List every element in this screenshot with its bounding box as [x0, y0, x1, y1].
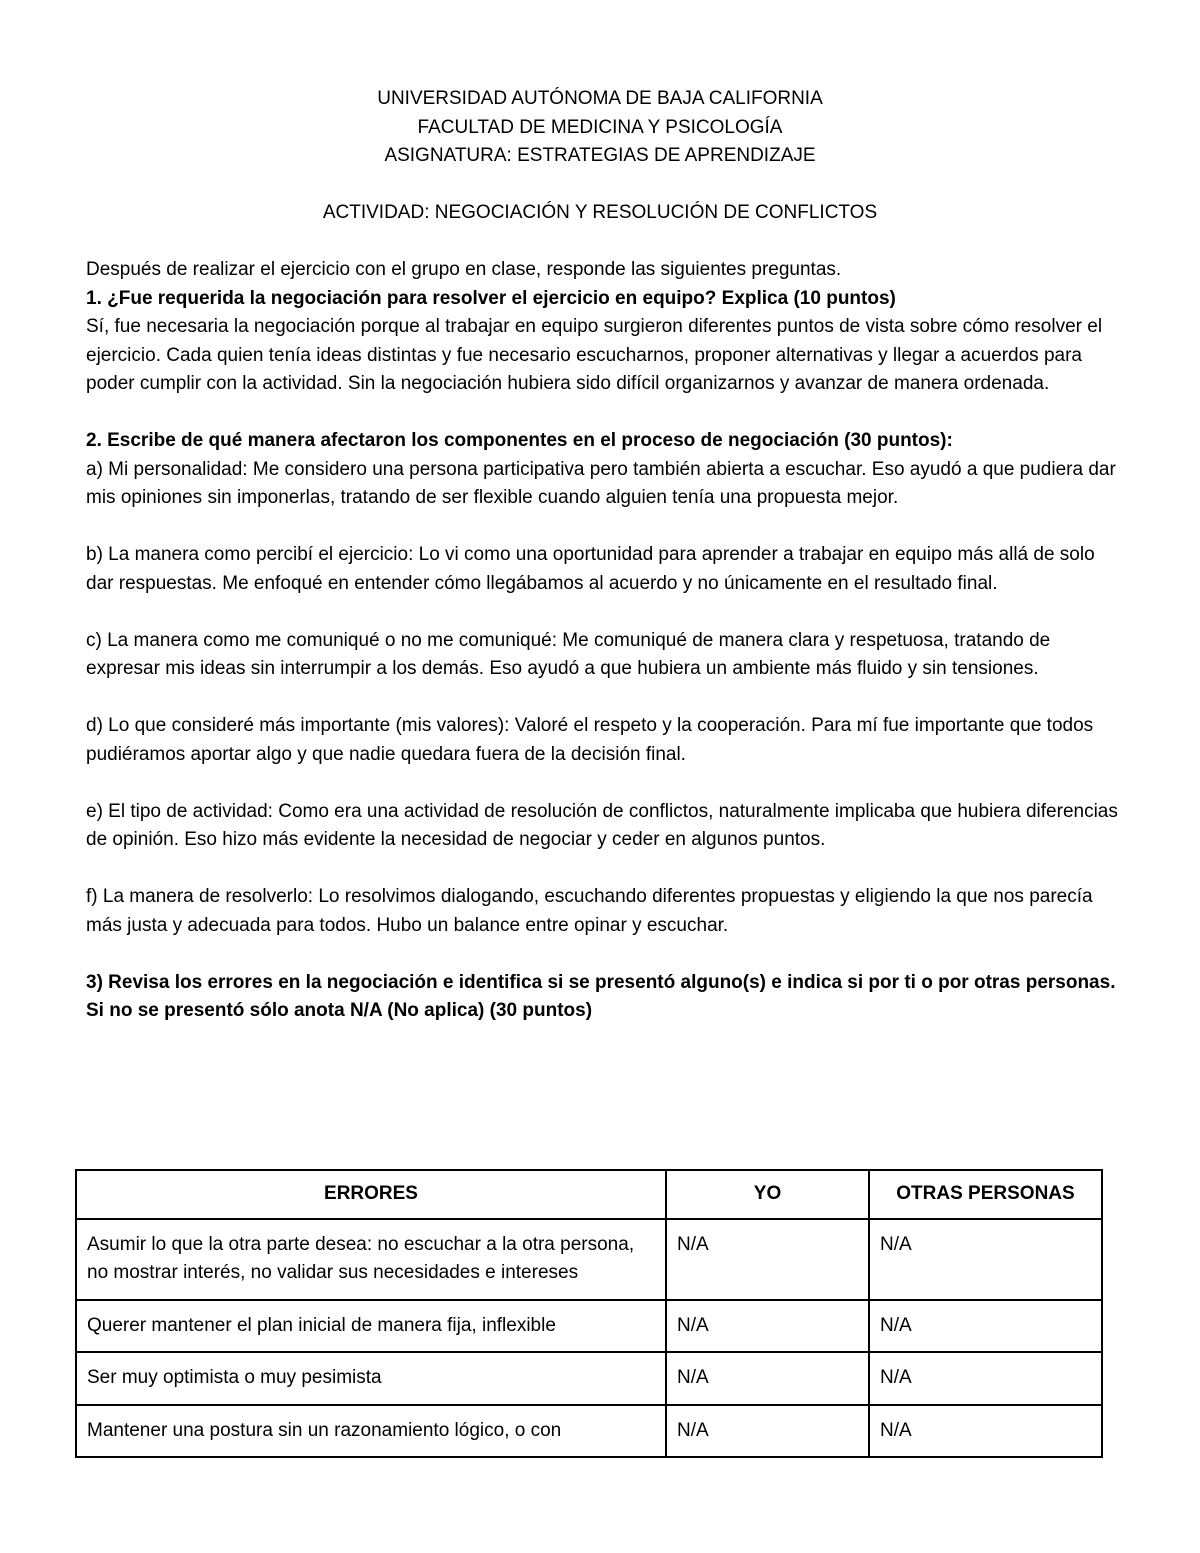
otras-personas-value: N/A	[869, 1219, 1102, 1300]
question-1-answer: Sí, fue necesaria la negociación porque al trabajar en equipo surgieron diferentes puntos de vista sobre cómo resolver el ejercicio. Cada quien tenía ideas distintas y fue necesario escucharnos, proponer alternativas y llegar a acuerdos para poder cumplir con la actividad. Sin la negociación hubiera sido difícil organizarnos y avanzar de manera ordenada.	[86, 316, 1103, 394]
question-2-item-e: e) El tipo de actividad: Como era una actividad de resolución de conflictos, naturalmente implicaba que hubiera diferencias de opinión. Eso hizo más evidente la necesidad de negociar y ceder en algunos puntos.	[86, 800, 1118, 850]
spacer	[86, 399, 1126, 428]
error-description: Asumir lo que la otra parte desea: no escuchar a la otra persona, no mostrar interés, no validar sus necesidades e intereses	[76, 1219, 666, 1300]
subject-name: ASIGNATURA: ESTRATEGIAS DE APRENDIZAJE	[384, 145, 816, 166]
otras-personas-value: N/A	[869, 1352, 1102, 1405]
errors-table	[75, 1169, 1103, 1458]
spacer	[86, 940, 1126, 969]
yo-value: N/A	[666, 1352, 869, 1405]
error-description: Querer mantener el plan inicial de manera fija, inflexible	[76, 1300, 666, 1353]
spacer	[86, 855, 1126, 884]
question-2-item-a: a) Mi personalidad: Me considero una persona participativa pero también abierta a escuchar. Eso ayudó a que pudiera dar mis opiniones sin imponerlas, tratando de ser flexible cuando alguien tenía una propuesta mejor.	[86, 458, 1116, 508]
yo-value: N/A	[666, 1405, 869, 1458]
otras-personas-value: N/A	[869, 1405, 1102, 1458]
table-row	[76, 1352, 1102, 1405]
spacer	[86, 684, 1126, 713]
question-2-item-b: b) La manera como percibí el ejercicio: Lo vi como una oportunidad para aprender a trabajar en equipo más allá de solo dar respuestas. Me enfoqué en entender cómo llegábamos al acuerdo y no únicamente en el resultado final.	[86, 544, 1095, 594]
spacer	[86, 598, 1126, 627]
question-2-item-d: d) Lo que consideré más importante (mis valores): Valoré el respeto y la cooperación. Para mí fue importante que todos pudiéramos aportar algo y que nadie quedara fuera de la decisión final.	[86, 715, 1094, 765]
university-name: UNIVERSIDAD AUTÓNOMA DE BAJA CALIFORNIA	[377, 88, 823, 109]
question-2-title: 2. Escribe de qué manera afectaron los componentes en el proceso de negociación (30 puntos):	[86, 430, 953, 451]
spacer	[86, 769, 1126, 798]
document-body	[86, 256, 1126, 1026]
table-row	[76, 1405, 1102, 1458]
intro-text: Después de realizar el ejercicio con el grupo en clase, responde las siguientes preguntas.	[86, 259, 842, 280]
activity-title: ACTIVIDAD: NEGOCIACIÓN Y RESOLUCIÓN DE CONFLICTOS	[322, 202, 878, 223]
document-header	[0, 85, 1200, 171]
column-header-errores: ERRORES	[76, 1170, 666, 1219]
error-description: Mantener una postura sin un razonamiento lógico, o con	[76, 1405, 666, 1458]
table-row	[76, 1300, 1102, 1353]
spacer	[86, 513, 1126, 542]
table-header-row	[76, 1170, 1102, 1219]
table-row	[76, 1219, 1102, 1300]
question-2-item-c: c) La manera como me comuniqué o no me comuniqué: Me comuniqué de manera clara y respetuosa, tratando de expresar mis ideas sin interrumpir a los demás. Eso ayudó a que hubiera un ambiente más fluido y sin tensiones.	[86, 629, 1051, 679]
yo-value: N/A	[666, 1300, 869, 1353]
faculty-name: FACULTAD DE MEDICINA Y PSICOLOGÍA	[417, 116, 783, 138]
error-description: Ser muy optimista o muy pesimista	[76, 1352, 666, 1405]
column-header-yo: YO	[666, 1170, 869, 1219]
column-header-otras-personas: OTRAS PERSONAS	[869, 1170, 1102, 1219]
question-1-title: 1. ¿Fue requerida la negociación para resolver el ejercicio en equipo? Explica (10 puntos)	[86, 287, 896, 309]
yo-value: N/A	[666, 1219, 869, 1300]
question-2-item-f: f) La manera de resolverlo: Lo resolvimos dialogando, escuchando diferentes propuestas y eligiendo la que nos parecía más justa y adecuada para todos. Hubo un balance entre opinar y escuchar.	[86, 886, 1093, 936]
otras-personas-value: N/A	[869, 1300, 1102, 1353]
question-3-title: 3) Revisa los errores en la negociación e identifica si se presentó alguno(s) e indica si por ti o por otras personas. Si no se presentó sólo anota N/A (No aplica) (30 puntos)	[86, 971, 1116, 1021]
